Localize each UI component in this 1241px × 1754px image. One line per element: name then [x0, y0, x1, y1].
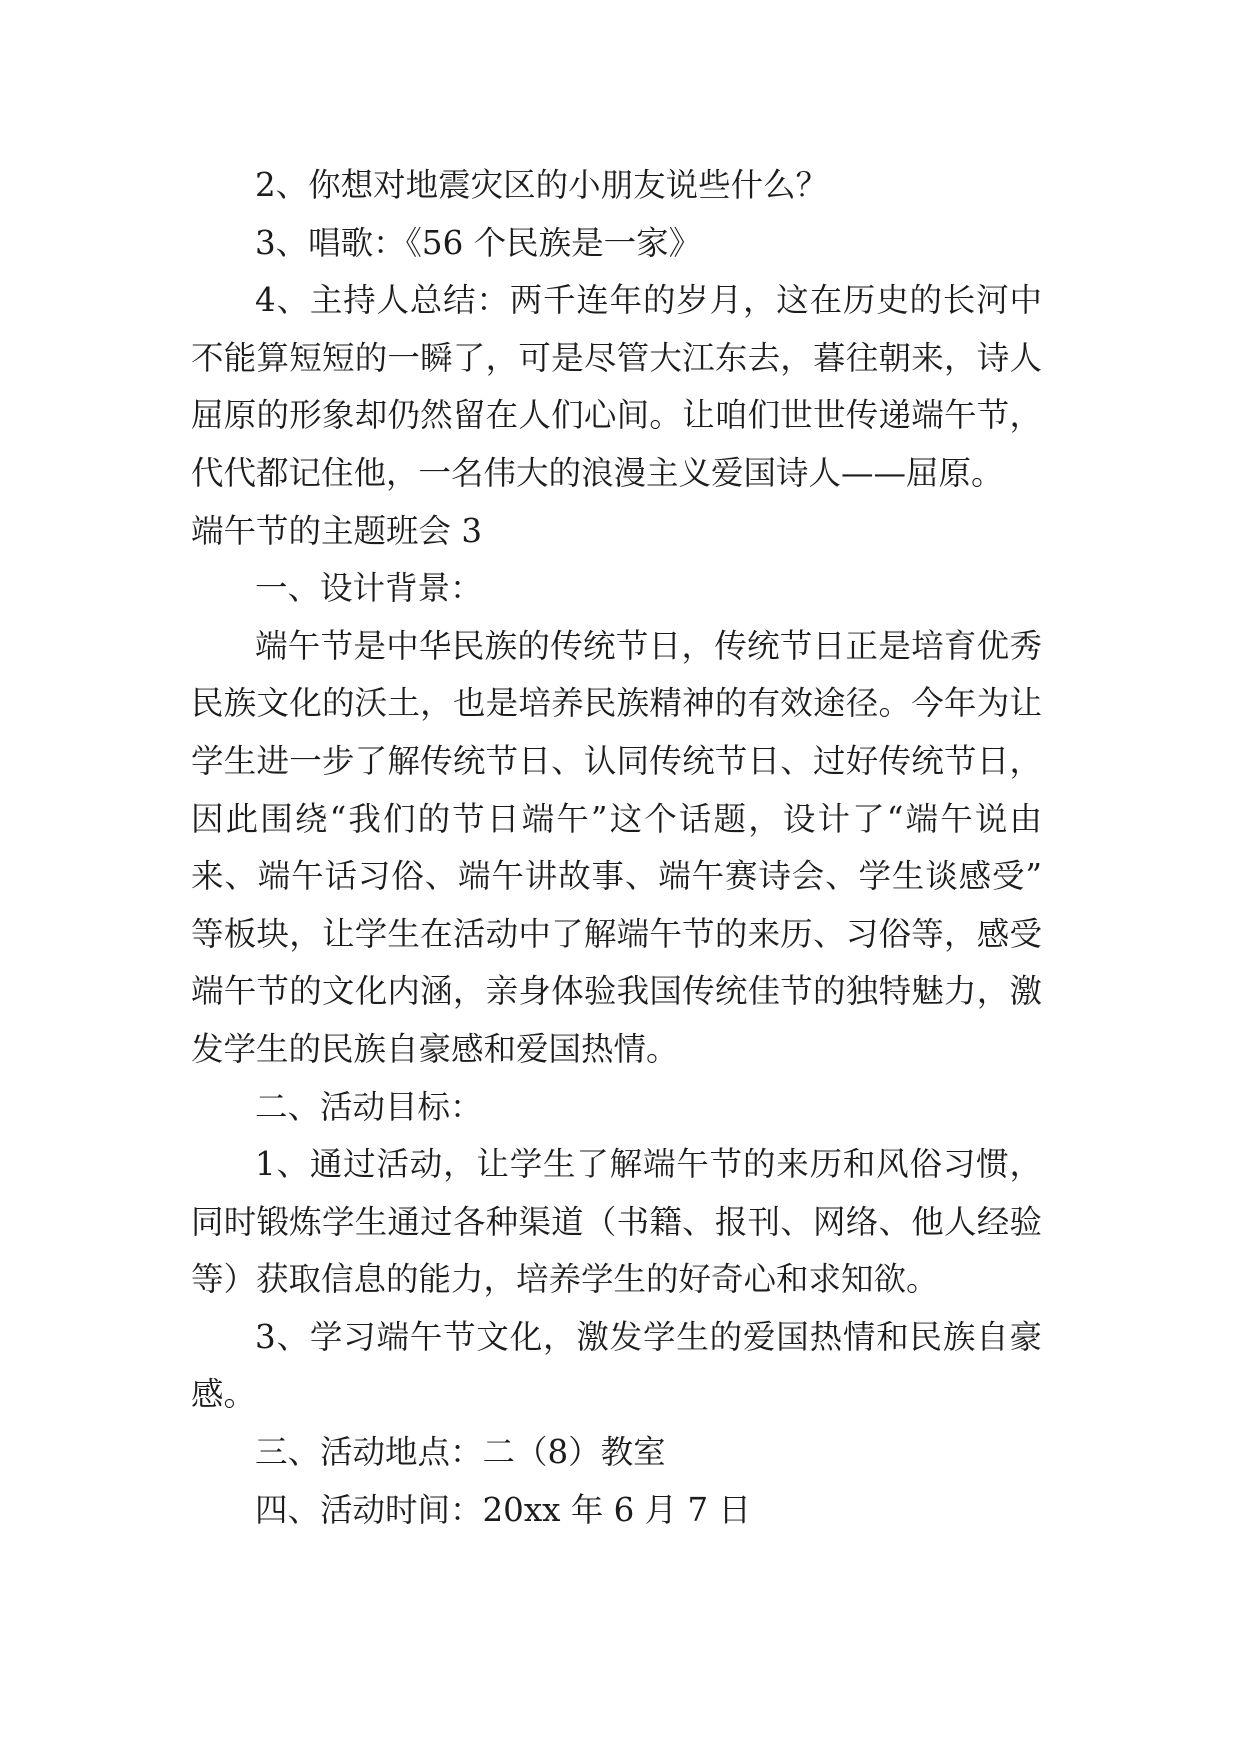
paragraph-line: 屈原的形象却仍然留在人们心间。让咱们世世传递端午节，: [191, 396, 1042, 435]
paragraph: [191, 1424, 1042, 1482]
paragraph-line: 1、通过活动，让学生了解端午节的来历和风俗习惯，: [255, 1145, 1042, 1184]
paragraph: [191, 272, 1042, 502]
subheading: [191, 1079, 1042, 1137]
paragraph-line: 发学生的民族自豪感和爱国热情。: [191, 1029, 679, 1068]
paragraph-line: 因此围绕“我们的节日端午”这个话题，设计了“端午说由: [191, 799, 1042, 838]
paragraph-line: 2、你想对地震灾区的小朋友说些什么？: [255, 166, 829, 204]
paragraph-line: 3、学习端午节文化，激发学生的爱国热情和民族自豪: [255, 1317, 1042, 1356]
section-title: 端午节的主题班会 3: [191, 511, 483, 550]
paragraph-line: 四、活动时间：20xx 年 6 月 7 日: [255, 1490, 752, 1529]
paragraph-line: 同时锻炼学生通过各种渠道（书籍、报刊、网络、他人经验: [191, 1202, 1042, 1241]
paragraph-line: 感。: [191, 1375, 257, 1414]
document-page: [191, 157, 1042, 1539]
subheading: [191, 560, 1042, 618]
paragraph: [191, 215, 1042, 273]
paragraph-line: 二、活动目标：: [255, 1087, 483, 1126]
paragraph: [191, 618, 1042, 1079]
paragraph-line: 等板块，让学生在活动中了解端午节的来历、习俗等，感受: [191, 914, 1042, 953]
paragraph: [191, 1482, 1042, 1540]
paragraph-line: 三、活动地点：二（8）教室: [255, 1433, 666, 1472]
paragraph-line: 一、设计背景：: [255, 569, 483, 608]
paragraph: [191, 1309, 1042, 1424]
paragraph-line: 等）获取信息的能力，培养学生的好奇心和求知欲。: [191, 1260, 939, 1299]
paragraph-line: 代代都记住他，一名伟大的浪漫主义爱国诗人——屈原。: [191, 453, 1004, 492]
paragraph-line: 端午节的文化内涵，亲身体验我国传统佳节的独特魅力，激: [191, 972, 1042, 1011]
paragraph-line: 不能算短短的一瞬了，可是尽管大江东去，暮往朝来，诗人: [191, 338, 1042, 377]
paragraph-line: 民族文化的沃土，也是培养民族精神的有效途径。今年为让: [191, 684, 1042, 723]
paragraph: [191, 157, 1042, 215]
paragraph-line: 端午节是中华民族的传统节日，传统节日正是培育优秀: [255, 626, 1042, 665]
paragraph-line: 学生进一步了解传统节日、认同传统节日、过好传统节日，: [191, 741, 1042, 780]
paragraph-line: 来、端午话习俗、端午讲故事、端午赛诗会、学生谈感受”: [191, 857, 1042, 896]
paragraph-line: 3、唱歌：《56 个民族是一家》: [255, 223, 702, 262]
paragraph: [191, 1136, 1042, 1309]
paragraph-line: 4、主持人总结：两千连年的岁月，这在历史的长河中: [255, 281, 1042, 320]
